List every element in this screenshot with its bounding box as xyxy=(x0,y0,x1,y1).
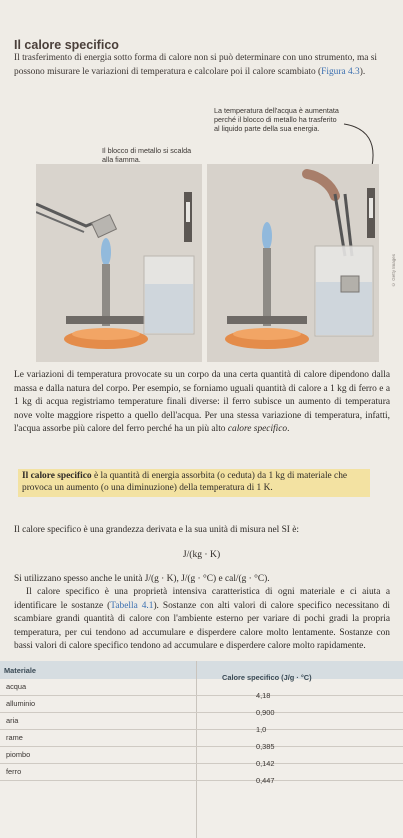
table-reference-link[interactable]: Tabella 4.1 xyxy=(110,600,154,611)
header-specific-heat: Calore specifico (J/g · °C) xyxy=(222,673,312,682)
intro-lead: Il trasferimento di energia sotto forma di calore non si può determinare con uno strumento, ma si possono misurare le variazioni di temperatura e calcolare poi il calore scambiato ( xyxy=(14,53,378,77)
cell-specific-heat: 4,18 xyxy=(256,691,271,700)
figure-panel-heating xyxy=(36,164,202,362)
photo-credit: © Getty Images xyxy=(391,254,396,288)
p1-main: Le variazioni di temperatura provocate su un corpo da una certa quantità di calore dipendono dalla massa e dalla natura del corpo. Per esempio, se forniamo uguali quantità di calore a 1 kg di ferro e a 1 kg di acqua registriamo temperature finali diverse: il ferro subisce un aumento di temperatura nove volte maggiore rispetto a quello dell'acqua. Per una stessa variazione di temperatura, infatti, l'acqua assorbe più calore del ferro perché ha un più alto xyxy=(14,370,390,435)
p4-part-a: Il calore specifico è una proprietà intensiva caratteristica di ogni materiale e ci aiuta a identificare le sostanze ( xyxy=(14,587,390,611)
p1-emphasis: calore specifico xyxy=(227,424,288,435)
cell-material: acqua xyxy=(6,682,27,691)
paragraph-intensive-property xyxy=(14,586,390,654)
section-title: Il calore specifico xyxy=(14,38,119,52)
p4-part-b: ). Sostanze con alti valori di calore specifico necessitano di scambiare grandi quantità di calore con l'ambiente esterno per variare di pochi gradi la propria temperatura, per cui tendono ad accumulare e disperdere calore molto lentamente. Sostanze con bassi valori di calore specifico tendono ad accumulare e disperdere calore molto rapidamente. xyxy=(14,600,390,652)
cell-specific-heat: 1,0 xyxy=(256,725,267,734)
paragraph-temperature-variations xyxy=(14,369,390,437)
definition-text: è la quantità di energia assorbita (o ceduta) da 1 kg di materiale che provoca un aumento (o una diminuzione) della temperatura di 1 K. xyxy=(22,471,348,494)
table-row xyxy=(0,747,403,768)
table-header xyxy=(0,661,403,682)
definition-box xyxy=(18,469,370,497)
cell-specific-heat: 0,142 xyxy=(256,759,275,768)
cell-material: alluminio xyxy=(6,699,36,708)
paragraph-si-unit: Il calore specifico è una grandezza derivata e la sua unità di misura nel SI è: xyxy=(14,525,300,535)
intro-paragraph xyxy=(14,52,398,79)
figure-caption-left: Il blocco di metallo si scalda alla fiamma. xyxy=(102,146,192,165)
definition-term: Il calore specifico xyxy=(22,471,92,481)
table-row xyxy=(0,679,403,700)
table-row xyxy=(0,696,403,717)
table-row xyxy=(0,730,403,751)
figure-4-3 xyxy=(14,104,398,366)
header-material: Materiale xyxy=(4,666,37,675)
figure-caption-right: La temperatura dell'acqua è aumentata perché il blocco di metallo ha trasferito al liquido parte della sua energia. xyxy=(214,106,339,134)
metal-block-in-water-illustration xyxy=(207,164,379,362)
cell-specific-heat: 0,385 xyxy=(256,742,275,751)
p1-end: . xyxy=(287,424,290,435)
cell-material: piombo xyxy=(6,750,31,759)
figure-reference-link[interactable]: Figura 4.3 xyxy=(321,66,360,77)
specific-heat-table xyxy=(0,661,403,838)
cell-material: rame xyxy=(6,733,23,742)
paragraph-other-units: Si utilizzano spesso anche le unità J/(g · K), J/(g · °C) e cal/(g · °C). xyxy=(14,574,270,584)
cell-specific-heat: 0,900 xyxy=(256,708,275,717)
table-row xyxy=(0,713,403,734)
bunsen-burner-heating-illustration xyxy=(36,164,202,362)
table-row xyxy=(0,764,403,785)
cell-specific-heat: 0,447 xyxy=(256,776,275,785)
intro-tail: ). xyxy=(359,66,366,77)
unit-formula: J/(kg · K) xyxy=(182,549,221,560)
cell-material: ferro xyxy=(6,767,22,776)
cell-material: aria xyxy=(6,716,19,725)
figure-panel-water xyxy=(207,164,379,362)
